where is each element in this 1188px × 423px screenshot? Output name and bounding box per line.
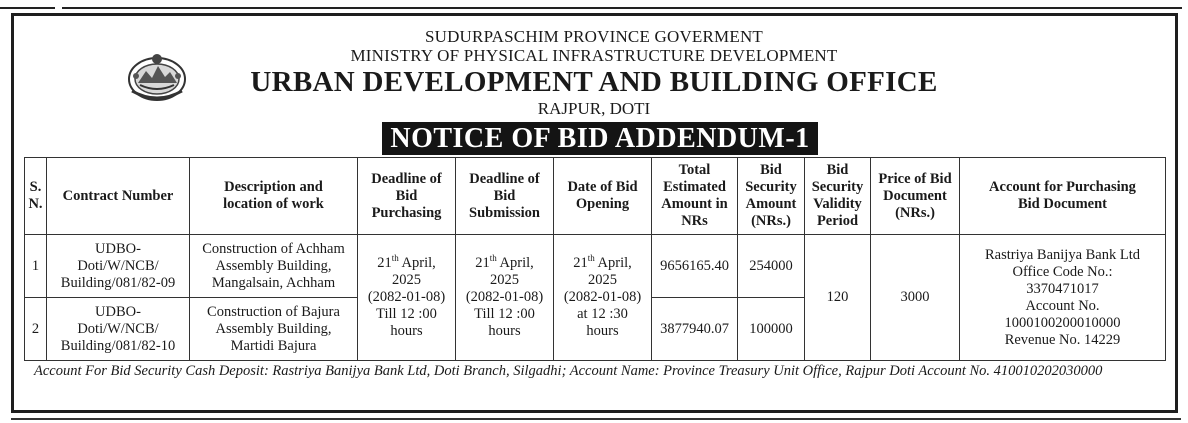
col-estimated-amount: Total Estimated Amount in NRs — [652, 158, 738, 235]
col-purchase-account: Account for Purchasing Bid Document — [960, 158, 1166, 235]
col-deadline-submission: Deadline of Bid Submission — [456, 158, 554, 235]
table-header-row — [25, 158, 1166, 235]
cell-contract: UDBO- Doti/W/NCB/ Building/081/82-09 — [47, 235, 190, 298]
cell-purchase-account: Rastriya Banijya Bank Ltd Office Code No.: 3370471017 Account No. 1000100200010000 Revenue No. 14229 — [960, 235, 1166, 361]
province-heading: SUDURPASCHIM PROVINCE GOVERMENT — [424, 27, 764, 46]
cell-security-amount: 254000 — [738, 235, 805, 298]
cell-deadline-submission: 21th April, 2025 (2082-01-08) Till 12 :00 hours — [456, 235, 554, 361]
cell-security-amount: 100000 — [738, 298, 805, 361]
ministry-heading: MINISTRY OF PHYSICAL INFRASTRUCTURE DEVELOPMENT — [350, 46, 838, 65]
cell-estimated-amount: 9656165.40 — [652, 235, 738, 298]
cell-sn: 1 — [25, 235, 47, 298]
top-rule — [0, 0, 1188, 10]
cell-contract: UDBO- Doti/W/NCB/ Building/081/82-10 — [47, 298, 190, 361]
col-sn: S. N. — [25, 158, 47, 235]
col-validity-period: Bid Security Validity Period — [805, 158, 871, 235]
notice-title: NOTICE OF BID ADDENDUM-1 — [382, 122, 818, 155]
col-deadline-purchasing: Deadline of Bid Purchasing — [358, 158, 456, 235]
cell-deadline-purchasing: 21th April, 2025 (2082-01-08) Till 12 :00 hours — [358, 235, 456, 361]
col-description: Description and location of work — [190, 158, 358, 235]
office-heading: URBAN DEVELOPMENT AND BUILDING OFFICE — [250, 66, 938, 98]
cell-sn: 2 — [25, 298, 47, 361]
bottom-rule — [11, 418, 1181, 420]
cell-document-price: 3000 — [871, 235, 960, 361]
col-document-price: Price of Bid Document (NRs.) — [871, 158, 960, 235]
cell-estimated-amount: 3877940.07 — [652, 298, 738, 361]
cell-opening-date: 21th April, 2025 (2082-01-08) at 12 :30 hours — [554, 235, 652, 361]
bid-table — [24, 157, 1166, 361]
col-contract: Contract Number — [47, 158, 190, 235]
cell-description: Construction of Achham Assembly Building, Mangalsain, Achham — [190, 235, 358, 298]
col-opening-date: Date of Bid Opening — [554, 158, 652, 235]
top-rule-segment — [0, 7, 55, 9]
cell-description: Construction of Bajura Assembly Building, Martidi Bajura — [190, 298, 358, 361]
top-rule-segment — [62, 7, 1182, 9]
col-security-amount: Bid Security Amount (NRs.) — [738, 158, 805, 235]
cell-validity-period: 120 — [805, 235, 871, 361]
location-heading: RAJPUR, DOTI — [537, 99, 651, 118]
security-deposit-note: Account For Bid Security Cash Deposit: Rastriya Banijya Bank Ltd, Doti Branch, Silgadhi; Account Name: Province Treasury Unit Office, Rajpur Doti Account No. 410010202030000 — [34, 363, 1103, 379]
table-row — [25, 235, 1166, 298]
